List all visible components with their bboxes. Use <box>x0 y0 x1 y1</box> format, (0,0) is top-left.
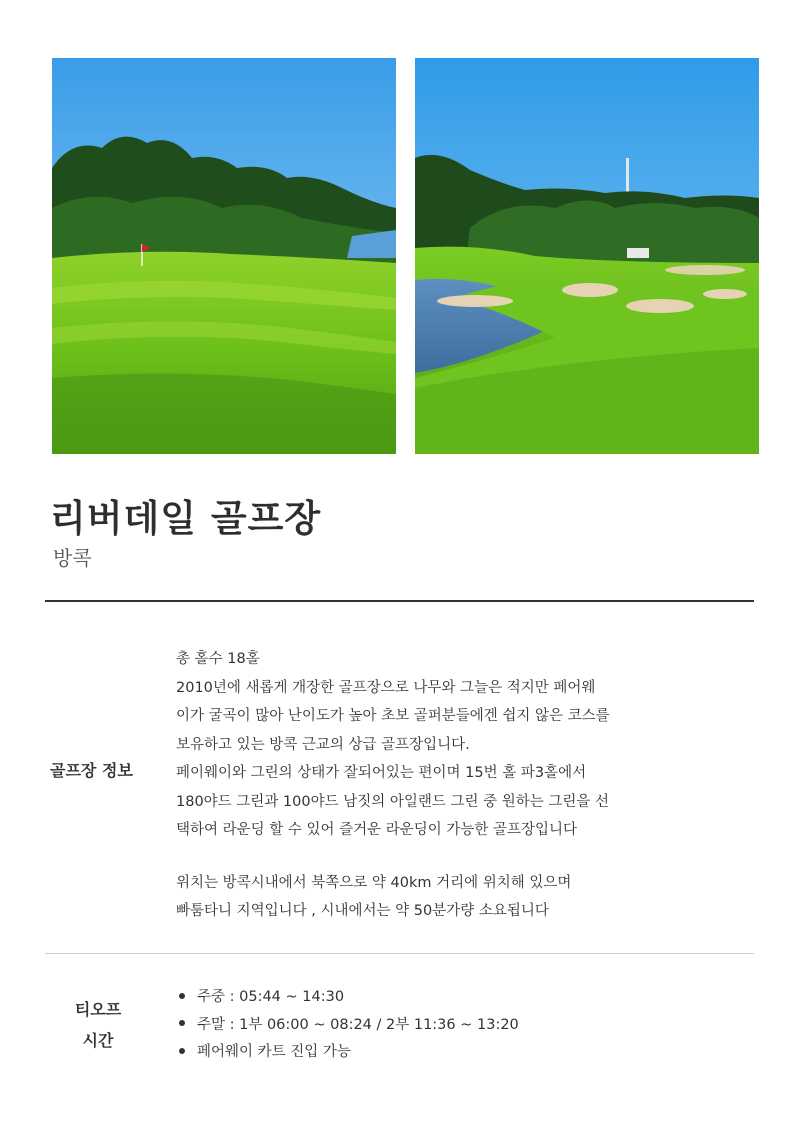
golf-fairway-with-bunkers-and-pond-icon <box>415 58 759 454</box>
info-line: 위치는 방콕시내에서 북쪽으로 약 40km 거리에 위치해 있으며 <box>176 874 572 891</box>
teeoff-list <box>175 984 519 1067</box>
header-divider <box>45 600 754 602</box>
info-line: 택하여 라운딩 할 수 있어 즐거운 라운딩이 가능한 골프장입니다 <box>176 822 578 838</box>
golf-green-photo <box>52 58 396 454</box>
info-line: 페이웨이와 그린의 상태가 잘되어있는 편이며 15번 홀 파3홀에서 <box>176 765 587 781</box>
info-line: 2010년에 새롭게 개장한 골프장으로 나무와 그늘은 적지만 페어웨 <box>176 679 596 696</box>
paragraph-gap <box>176 845 736 869</box>
info-line: 180야드 그린과 100야드 남짓의 아일랜드 그린 중 원하는 그린을 선 <box>176 793 610 810</box>
page-title: 리버데일 골프장 <box>50 497 322 540</box>
bullet-icon <box>179 1048 185 1054</box>
teeoff-label <box>58 994 138 1056</box>
golf-fairway-photo <box>415 58 759 454</box>
teeoff-item-text: 페어웨이 카트 진입 가능 <box>197 1044 351 1060</box>
course-info-body <box>176 645 736 926</box>
section-divider <box>45 953 754 954</box>
bullet-icon <box>179 1020 185 1026</box>
teeoff-item-text: 주중 : 05:44 ~ 14:30 <box>197 989 345 1005</box>
course-info-label: 골프장 정보 <box>50 761 133 780</box>
teeoff-label-line: 티오프 <box>74 1000 122 1019</box>
info-line: 빠툼타니 지역입니다 , 시내에서는 약 50분가량 소요됩니다 <box>176 903 549 919</box>
list-item <box>175 1039 519 1067</box>
list-item <box>175 1012 519 1040</box>
teeoff-label-line: 시간 <box>82 1031 114 1050</box>
info-line: 총 홀수 18홀 <box>176 651 260 667</box>
bullet-icon <box>179 993 185 999</box>
location-subtitle: 방콕 <box>53 546 92 570</box>
golf-green-with-flag-icon <box>52 58 396 454</box>
info-line: 이가 굴곡이 많아 난이도가 높아 초보 골퍼분들에겐 쉽지 않은 코스를 <box>176 708 610 724</box>
list-item <box>175 984 519 1012</box>
teeoff-item-text: 주말 : 1부 06:00 ~ 08:24 / 2부 11:36 ~ 13:20 <box>197 1016 519 1033</box>
info-line: 보유하고 있는 방콕 근교의 상급 골프장입니다. <box>176 736 470 753</box>
